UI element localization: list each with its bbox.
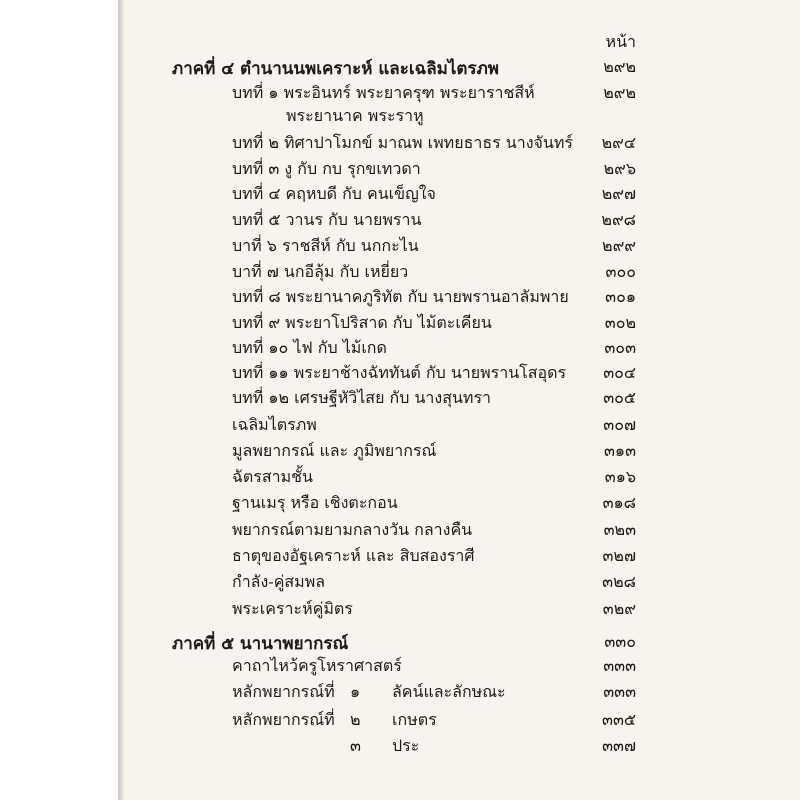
- principle-description: ประ: [392, 736, 420, 755]
- entry-title: หลักพยากรณ์ที่: [232, 682, 335, 701]
- page-number: ๓๓๓: [603, 682, 636, 701]
- page-number: ๓๓๗: [602, 736, 636, 755]
- toc-entry: [0, 439, 800, 465]
- page-number: ๓๐๓: [604, 338, 636, 357]
- entry-title: พยากรณ์ตามยามกลางวัน กลางคืน: [232, 520, 473, 539]
- toc-entry: [0, 544, 800, 570]
- entry-title: มูลพยากรณ์ และ ภูมิพยากรณ์: [232, 441, 437, 460]
- toc-entry: [0, 182, 800, 208]
- part-title: ภาคที่ ๕ นานาพยากรณ์: [172, 634, 349, 654]
- toc-entry: [0, 336, 800, 362]
- page-number: ๓๒๘: [602, 572, 636, 591]
- page-number: ๒๙๔: [601, 133, 636, 152]
- toc-entry: [0, 708, 800, 734]
- entry-title: บทที่ ๘ พระยานาคภูริทัต กับ นายพรานอาลัมพาย: [232, 287, 569, 306]
- entry-title: บทที่ ๑๐ ไฟ กับ ไม้เกด: [232, 338, 387, 357]
- page-number: ๒๙๖: [603, 159, 636, 178]
- toc-entry: [0, 386, 800, 412]
- entry-title: บทที่ ๒ ทิศาปาโมกข์ มาณพ เพทยธาธร นางจันทร์: [232, 133, 573, 152]
- entry-title: ฉัตรสามชั้น: [232, 467, 313, 486]
- toc-entry: [0, 157, 800, 183]
- part-title: ภาคที่ ๔ ตำนานนพเคราะห์ และเฉลิมไตรภพ: [172, 59, 500, 79]
- page-number: ๓๐๗: [603, 415, 636, 434]
- principle-number: ๒: [350, 710, 361, 729]
- page-number: ๒๙๙: [602, 236, 636, 255]
- entry-title: บทที่ ๑๒ เศรษฐีหัวิไสย กับ นางสุนทรา: [232, 388, 492, 407]
- entry-title: ฐานเมรุ หรือ เชิงตะกอน: [232, 493, 398, 512]
- principle-number: ๓: [350, 736, 361, 755]
- toc-entry: [0, 597, 800, 623]
- toc-entry: [0, 131, 800, 157]
- toc-part-heading: [0, 630, 800, 656]
- page-column-header: หน้า: [605, 32, 636, 51]
- page-number: ๓๒๓: [603, 520, 636, 539]
- entry-title: บทที่ ๔ คฤหบดี กับ คนเข็ญใจ: [232, 184, 436, 203]
- page-number: ๓๐๐: [605, 262, 636, 281]
- toc-entry: [0, 518, 800, 544]
- page-number: ๓๓๓: [603, 656, 636, 675]
- entry-title: กำลัง-คู่สมพล: [232, 572, 326, 591]
- toc-entry: [0, 361, 800, 387]
- entry-title: บาที่ ๗ นกอีลุ้ม กับ เหยี่ยว: [232, 262, 409, 281]
- toc-entry: [0, 285, 800, 311]
- entry-title: พระยานาค พระราหู: [286, 106, 424, 125]
- page-number: ๓๒๙: [602, 599, 636, 618]
- toc-entry: [0, 680, 800, 706]
- toc-entry: [0, 654, 800, 680]
- entry-title: บทที่ ๓ งู กับ กบ รุกขเทวดา: [232, 159, 421, 178]
- toc-entry-continuation: [0, 104, 800, 130]
- entry-title: บทที่ ๕ วานร กับ นายพราน: [232, 210, 422, 229]
- toc-part-heading: [0, 55, 800, 81]
- page-number: ๒๙๒: [603, 57, 636, 76]
- page-number: ๒๙๒: [603, 83, 636, 102]
- toc-entry: [0, 413, 800, 439]
- entry-title: บาที่ ๖ ราชสีห์ กับ นกกะไน: [232, 236, 419, 255]
- principle-description: ลัคน์และลักษณะ: [392, 682, 506, 701]
- page-number: ๓๒๗: [602, 546, 636, 565]
- entry-title: เฉลิมไตรภพ: [232, 415, 317, 434]
- page-number: ๓๑๖: [604, 467, 636, 486]
- toc-entry: [0, 208, 800, 234]
- entry-title: คาถาไหว้ครูโหราศาสตร์: [232, 656, 402, 675]
- toc-entry: [0, 734, 800, 760]
- page-number: ๓๓๐: [604, 632, 636, 651]
- entry-title: หลักพยากรณ์ที่: [232, 710, 335, 729]
- toc-entry: [0, 570, 800, 596]
- page-number: ๓๐๔: [603, 363, 636, 382]
- toc-entry: [0, 465, 800, 491]
- page-number: ๓๐๕: [603, 388, 636, 407]
- page-number: ๓๓๕: [602, 710, 636, 729]
- toc-entry: [0, 491, 800, 517]
- toc-entry: [0, 260, 800, 286]
- entry-title: บทที่ ๙ พระยาโปริสาด กับ ไม้ตะเคียน: [232, 313, 492, 332]
- page-number: ๒๙๘: [601, 210, 636, 229]
- toc-entry: [0, 311, 800, 337]
- toc-entry: [0, 234, 800, 260]
- principle-number: ๑: [350, 682, 361, 701]
- entry-title: บทที่ ๑๑ พระยาช้างฉัททันต์ กับ นายพรานโสอุดร: [232, 363, 567, 382]
- page-number: ๓๑๓: [603, 441, 636, 460]
- page-number: ๓๐๒: [604, 313, 636, 332]
- page-number: ๓๐๑: [605, 287, 636, 306]
- page-number: ๓๑๘: [602, 493, 636, 512]
- page-number: ๒๙๗: [601, 184, 636, 203]
- entry-title: ธาตุของอัฐเคราะห์ และ สิบสองราศี: [232, 546, 475, 565]
- entry-title: พระเคราะห์คู่มิตร: [232, 599, 353, 618]
- entry-title: บทที่ ๑ พระอินทร์ พระยาครุฑ พระยาราชสีห์: [232, 83, 535, 102]
- principle-description: เกษตร: [392, 710, 437, 729]
